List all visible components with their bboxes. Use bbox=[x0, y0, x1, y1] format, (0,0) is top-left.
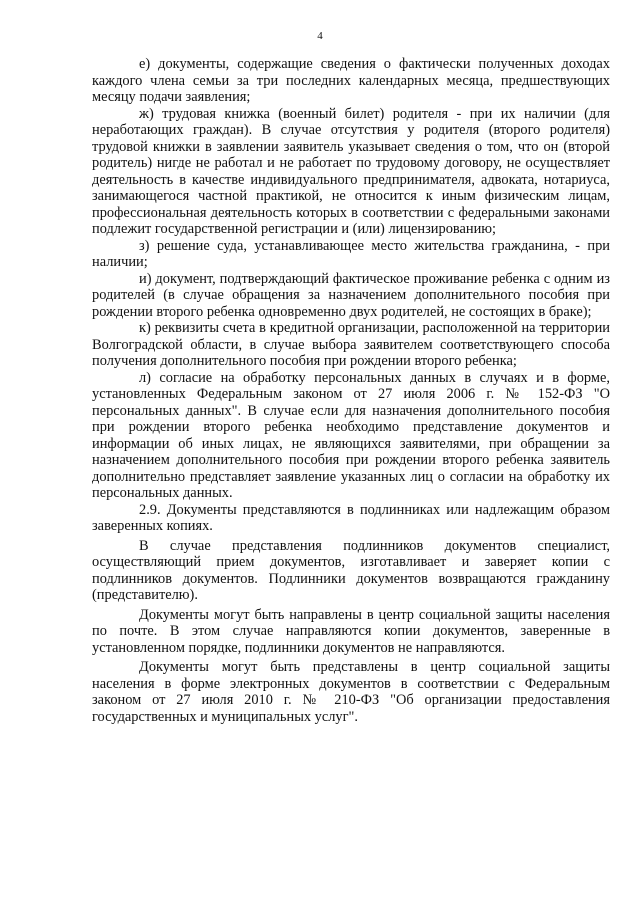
paragraph-zh: ж) трудовая книжка (военный билет) родителя - при их наличии (для неработающих граждан). В случае отсутствия у родителя (второго родителя) трудовой книжки в заявлении заявитель указывает сведения о том, что он (второй родитель) нигде не работал и не работает по трудовому договору, не осуществляет деятельность в качестве индивидуального предпринимателя, адвоката, нотариуса, занимающегося частной практикой, не относится к иным физическим лицам, профессиональная деятельность которых в соответствии с федеральными законами подлежит государственной регистрации и (или) лицензированию; bbox=[92, 105, 610, 237]
document-body bbox=[92, 56, 610, 725]
paragraph-e: е) документы, содержащие сведения о фактически полученных доходах каждого члена семьи за три последних календарных месяца, предшествующих месяцу подачи заявления; bbox=[92, 56, 610, 105]
paragraph-2-9: 2.9. Документы представляются в подлинниках или надлежащим образом заверенных копиях. bbox=[92, 501, 610, 534]
paragraph-originals: В случае представления подлинников документов специалист, осуществляющий прием документов, изготавливает и заверяет копии с подлинников документов. Подлинники документов возвращаются гражданину (представителю). bbox=[92, 537, 610, 603]
paragraph-i: и) документ, подтверждающий фактическое проживание ребенка с одним из родителей (в случае обращения за назначением дополнительного пособия при рождении второго ребенка одновременно двух родителей, не состоящих в браке); bbox=[92, 270, 610, 320]
paragraph-k: к) реквизиты счета в кредитной организации, расположенной на территории Волгоградской области, в случае выбора заявителем соответствующего способа получения дополнительного пособия при рождении второго ребенка; bbox=[92, 320, 610, 369]
paragraph-mail: Документы могут быть направлены в центр социальной защиты населения по почте. В этом случае направляются копии документов, заверенные в установленном порядке, подлинники документов не направляются. bbox=[92, 606, 610, 656]
paragraph-l: л) согласие на обработку персональных данных в случаях и в форме, установленных Федеральным законом от 27 июля 2006 г. № 152-ФЗ "О персональных данных". В случае если для назначения дополнительного пособия при рождении второго ребенка необходимо представление документов и информации об иных лицах, не являющихся заявителями, при обращении за назначением дополнительного пособия при рождении второго ребенка заявитель дополнительно представляет заявление указанных лиц о согласии на обработку их персональных данных. bbox=[92, 369, 610, 501]
paragraph-z: з) решение суда, устанавливающее место жительства гражданина, - при наличии; bbox=[92, 237, 610, 270]
page-number: 4 bbox=[317, 30, 323, 42]
paragraph-electronic: Документы могут быть представлены в центр социальной защиты населения в форме электронных документов в соответствии с Федеральным законом от 27 июля 2010 г. № 210-ФЗ "Об организации предоставления государственных и муниципальных услуг". bbox=[92, 659, 610, 725]
